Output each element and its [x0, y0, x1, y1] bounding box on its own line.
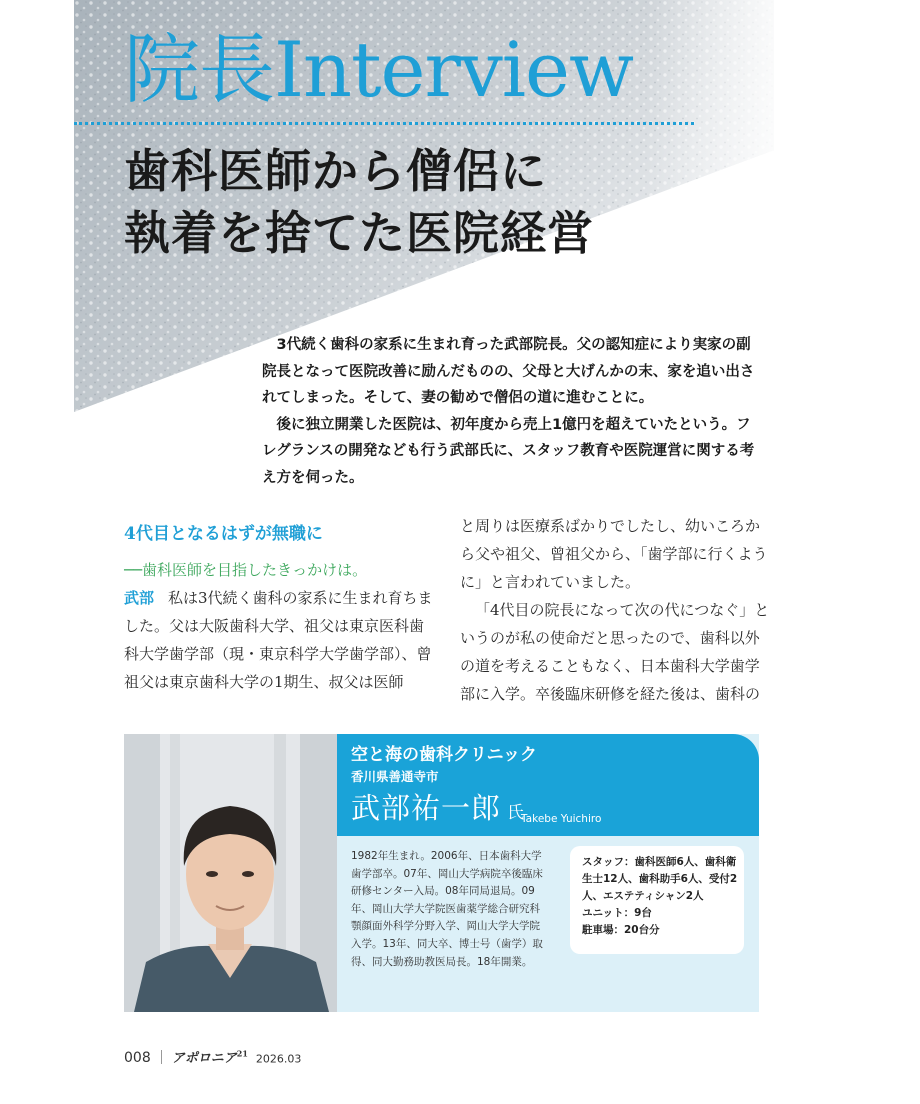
answer-text: 私は3代続く歯科の家系に生まれ育ちました。父は大阪歯科大学、祖父は東京医科歯科大学歯学部（現・東京科学大学歯学部）、曾祖父は東京歯科大学の1期生、叔父は医師	[124, 589, 433, 691]
article-column-left	[124, 512, 436, 696]
biography: 1982年生まれ。2006年、日本歯科大学歯学部卒。07年、岡山大学病院卒後臨床研修センター入局。08年同局退局。09年、岡山大学大学院医歯薬学総合研究科顎顔面外科学分野入学、岡山大学大学院入学。13年、同大卒、博士号（歯学）取得、同大勤務助教医局長。18年開業。	[351, 850, 543, 968]
lead-paragraph-2: 後に独立開業した医院は、初年度から売上1億円を超えていたという。フレグランスの開発なども行う武部氏に、スタッフ教育や医院運営に関する考え方を伺った。	[262, 416, 755, 486]
page-title: 院長Interview	[124, 25, 634, 114]
profile-panel	[337, 734, 759, 1012]
lead-paragraph-1: 3代続く歯科の家系に生まれ育った武部院長。父の認知症により実家の副院長となって医院改善に励んだものの、父母と大げんかの末、家を追い出されてしまった。そして、妻の勧めで僧侶の道に進むことに。	[262, 337, 755, 406]
subtitle-line-2: 執着を捨てた医院経営	[124, 206, 594, 260]
issue-date: 2026.03	[255, 1052, 302, 1066]
stat-staff: スタッフ：歯科医師6人、歯科衛生士12人、歯科助手6人、受付2人、エステティシャン2人	[582, 856, 738, 902]
honorific: 氏	[507, 803, 526, 823]
person-name-romaji: Takebe Yuichiro	[521, 813, 602, 825]
footer-divider	[161, 1050, 162, 1064]
article-column-right	[460, 512, 772, 708]
answer-paragraph	[124, 584, 436, 696]
profile-box	[124, 734, 759, 1012]
title-divider	[74, 122, 694, 125]
stat-parking: 駐車場：20台分	[582, 924, 660, 936]
profile-header	[337, 734, 759, 836]
article-subtitle	[124, 140, 594, 264]
body-paragraph-1: と周りは医療系ばかりでしたし、幼いころから父や祖父、曾祖父から、「歯学部に行くように」と言われていました。	[460, 517, 768, 591]
clinic-location: 香川県善通寺市	[351, 769, 439, 784]
person-name-text: 武部祐一郎	[351, 791, 502, 825]
body-paragraph-2: 「4代目の院長になって次の代につなぐ」というのが私の使命だと思ったので、歯科以外の道を考えることもなく、日本歯科大学歯学部に入学。卒後臨床研修を経た後は、歯科の	[460, 601, 770, 703]
page-footer	[124, 1044, 302, 1067]
magazine-logo	[172, 1051, 248, 1066]
speaker-label: 武部	[124, 589, 155, 607]
clinic-stats	[570, 846, 744, 954]
subtitle-line-1: 歯科医師から僧侶に	[124, 144, 547, 198]
magazine-sup: 21	[236, 1049, 248, 1059]
clinic-name: 空と海の歯科クリニック	[351, 745, 537, 765]
magazine-name: アポロニア	[171, 1051, 237, 1067]
interview-question: ──歯科医師を目指したきっかけは。	[124, 561, 368, 579]
section-heading: 4代目となるはずが無職に	[124, 524, 323, 544]
portrait-photo	[124, 734, 337, 1012]
page-number: 008	[124, 1050, 151, 1067]
stat-units: ユニット：9台	[582, 907, 652, 919]
person-name	[351, 788, 525, 833]
lead-text	[262, 332, 762, 491]
